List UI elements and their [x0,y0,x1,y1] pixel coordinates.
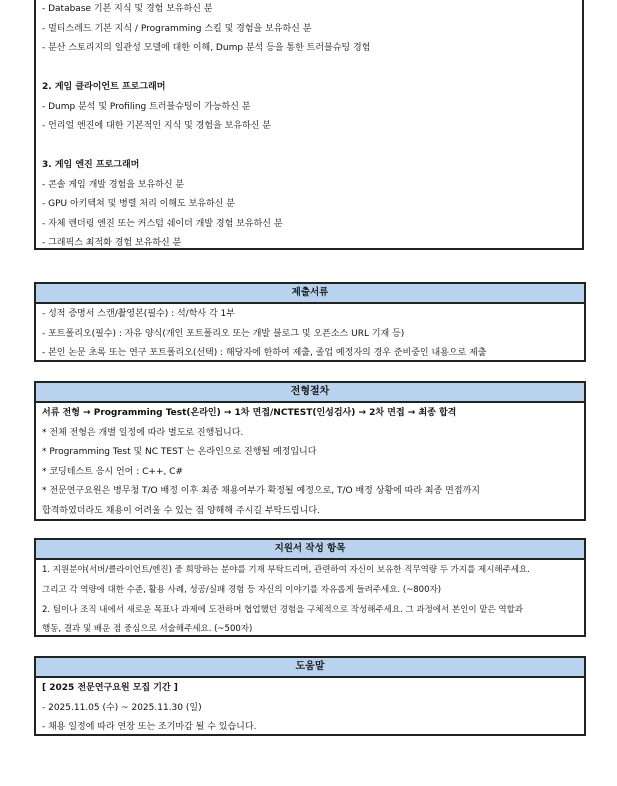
essay-title: 지원서 작성 항목 [36,540,584,560]
documents-title: 제출서류 [36,284,584,304]
requirement-line: - GPU 아키텍쳐 및 병렬 처리 이해도 보유하신 분 [42,199,235,209]
requirement-line: - 콘솔 게임 개발 경험을 보유하신 분 [42,179,185,190]
section-heading: 2. 게임 클라이언트 프로그래머 [42,82,166,92]
essay-line: 2. 팀이나 조직 내에서 새로운 목표나 과제에 도전하며 협업했던 경험을 구체적으로 작성해주세요. 그 과정에서 본인이 맡은 역할과 [42,604,524,615]
document-line: - 성적 증명서 스캔/촬영본(필수) : 석/학사 각 1부 [42,309,235,319]
process-note: 합격하였더라도 채용이 어려울 수 있는 점 양해해 주시길 부탁드립니다. [42,505,320,516]
requirement-line: - 분산 스토리지의 일관성 모델에 대한 이해, Dump 분석 등을 통한 트러블슈팅 경험 [42,43,371,53]
essay-line: 그리고 각 역량에 대한 수준, 활용 사례, 성공/실패 경험 등 자신의 이야기를 자유롭게 들려주세요. (~800자) [42,584,442,595]
requirement-line: - Database 기본 지식 및 경험 보유하신 분 [42,4,213,14]
process-note: * 코딩테스트 응시 언어 : C++, C# [42,466,183,477]
process-flow: 서류 전형 → Programming Test(온라인) → 1차 면접/NCTEST(인성검사) → 2차 면접 → 최종 합격 [42,408,457,418]
requirement-line: - 그래픽스 최적화 경험 보유하신 분 [42,238,182,248]
essay-line: 1. 지원분야(서버/클라이언트/엔진) 중 희망하는 분야를 기재 부탁드리며, 관련하여 자신이 보유한 직무역량 두 가지를 제시해주세요. [42,565,530,575]
help-line: - 2025.11.05 (수) ~ 2025.11.30 (일) [42,702,202,713]
process-note: * 전문연구요원은 병무청 T/O 배정 이후 최종 채용여부가 확정될 예정으로, T/O 배정 상황에 따라 최종 면접까지 [42,486,480,496]
requirement-line: - 언리얼 엔진에 대한 기본적인 지식 및 경험을 보유하신 분 [42,121,271,131]
section-heading: 3. 게임 엔진 프로그래머 [42,160,140,170]
help-line: - 채용 일정에 따라 연장 또는 조기마감 될 수 있습니다. [42,722,257,732]
process-note: * Programming Test 및 NC TEST 는 온라인으로 진행될 예정입니다 [42,447,317,457]
document-line: - 포트폴리오(필수) : 자유 양식(개인 포트폴리오 또는 개발 블로그 및 오픈소스 URL 기재 등) [42,328,405,339]
document-line: - 본인 논문 초록 또는 연구 포트폴리오(선택) : 해당자에 한하여 제출, 졸업 예정자의 경우 준비중인 내용으로 제출 [42,348,487,358]
help-subtitle: [ 2025 전문연구요원 모집 기간 ] [42,683,178,693]
process-title: 전형절차 [36,383,584,403]
essay-box [34,538,586,637]
requirements-block [34,0,584,250]
process-note: * 전체 전형은 개별 일정에 따라 별도로 진행됩니다. [42,427,244,438]
help-title: 도움말 [36,658,584,678]
process-box [34,381,586,521]
requirement-line: - 자체 렌더링 엔진 또는 커스텀 쉐이더 개발 경험 보유하신 분 [42,218,283,229]
requirement-line: - Dump 분석 및 Profiling 트러블슈팅이 가능하신 분 [42,101,251,112]
essay-line: 행동, 결과 및 배운 점 중심으로 서술해주세요. (~500자) [42,624,253,635]
requirement-line: - 멀티스레드 기본 지식 / Programming 스킬 및 경험을 보유하신 분 [42,23,312,34]
documents-box [34,282,586,362]
help-box [34,656,586,736]
